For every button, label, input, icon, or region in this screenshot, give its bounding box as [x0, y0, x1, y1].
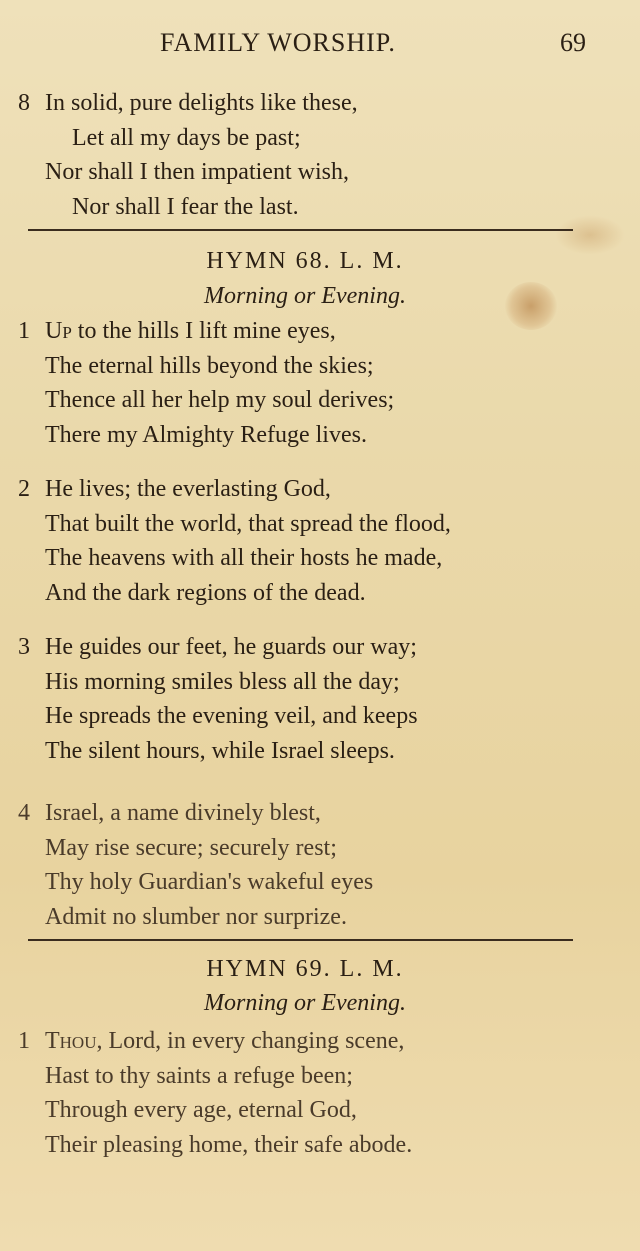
page-number: 69	[560, 28, 586, 57]
verse-text: to the hills I lift mine eyes,	[71, 318, 336, 344]
section-divider	[28, 229, 573, 231]
verse-line: He spreads the evening veil, and keeps	[45, 703, 418, 729]
stanza-number: 3	[18, 634, 30, 660]
hymn-title: HYMN 68. L. M.	[206, 248, 404, 274]
hymn-subtitle: Morning or Evening.	[204, 990, 406, 1016]
verse-text: He lives; the everlasting God,	[45, 476, 331, 502]
verse-line: Nor shall I then impatient wish,	[45, 159, 349, 185]
verse-line: The heavens with all their hosts he made,	[45, 545, 443, 571]
verse-line: Thy holy Guardian's wakeful eyes	[45, 869, 374, 895]
verse-line: Through every age, eternal God,	[45, 1097, 357, 1123]
stanza-8	[18, 86, 618, 224]
hymn-title: HYMN 69. L. M.	[206, 956, 404, 982]
verse-line	[18, 1024, 618, 1059]
stanza-1	[18, 1024, 618, 1162]
stanza-1	[18, 314, 618, 452]
verse-line: Admit no slumber nor surprize.	[45, 903, 347, 930]
verse-line	[18, 314, 618, 349]
verse-line	[18, 796, 618, 831]
stanza-number: 1	[18, 1028, 30, 1054]
verse-line	[18, 472, 618, 507]
initial-word: Up	[45, 318, 72, 344]
stanza-number: 4	[18, 800, 30, 826]
verse-line: The silent hours, while Israel sleeps.	[45, 737, 395, 764]
stanza-number: 1	[18, 318, 30, 344]
verse-line	[18, 630, 618, 665]
verse-line: Let all my days be past;	[72, 124, 301, 151]
verse-line: May rise secure; securely rest;	[45, 834, 337, 861]
running-head: FAMILY WORSHIP.	[160, 28, 396, 57]
verse-text: He guides our feet, he guards our way;	[45, 634, 417, 660]
verse-text: , Lord, in every changing scene,	[96, 1028, 405, 1054]
stanza-number: 8	[18, 90, 30, 116]
verse-line: Their pleasing home, their safe abode.	[45, 1131, 413, 1158]
verse-text: In solid, pure delights like these,	[45, 90, 358, 116]
verse-line: Nor shall I fear the last.	[72, 193, 299, 220]
hymn-subtitle: Morning or Evening.	[204, 283, 406, 309]
section-divider	[28, 939, 573, 941]
stanza-2	[18, 472, 618, 610]
stanza-number: 2	[18, 476, 30, 502]
verse-line: Thence all her help my soul derives;	[45, 387, 395, 413]
verse-line: Hast to thy saints a refuge been;	[45, 1062, 353, 1089]
verse-text: Israel, a name divinely blest,	[45, 800, 321, 826]
verse-line: And the dark regions of the dead.	[45, 579, 366, 606]
stanza-4	[18, 796, 618, 934]
verse-line: There my Almighty Refuge lives.	[45, 421, 367, 448]
verse-line: His morning smiles bless all the day;	[45, 668, 400, 695]
verse-line	[18, 86, 618, 121]
verse-line: That built the world, that spread the flood,	[45, 510, 451, 537]
stanza-3	[18, 630, 618, 768]
verse-line: The eternal hills beyond the skies;	[45, 352, 374, 379]
initial-word: Thou	[45, 1028, 97, 1054]
